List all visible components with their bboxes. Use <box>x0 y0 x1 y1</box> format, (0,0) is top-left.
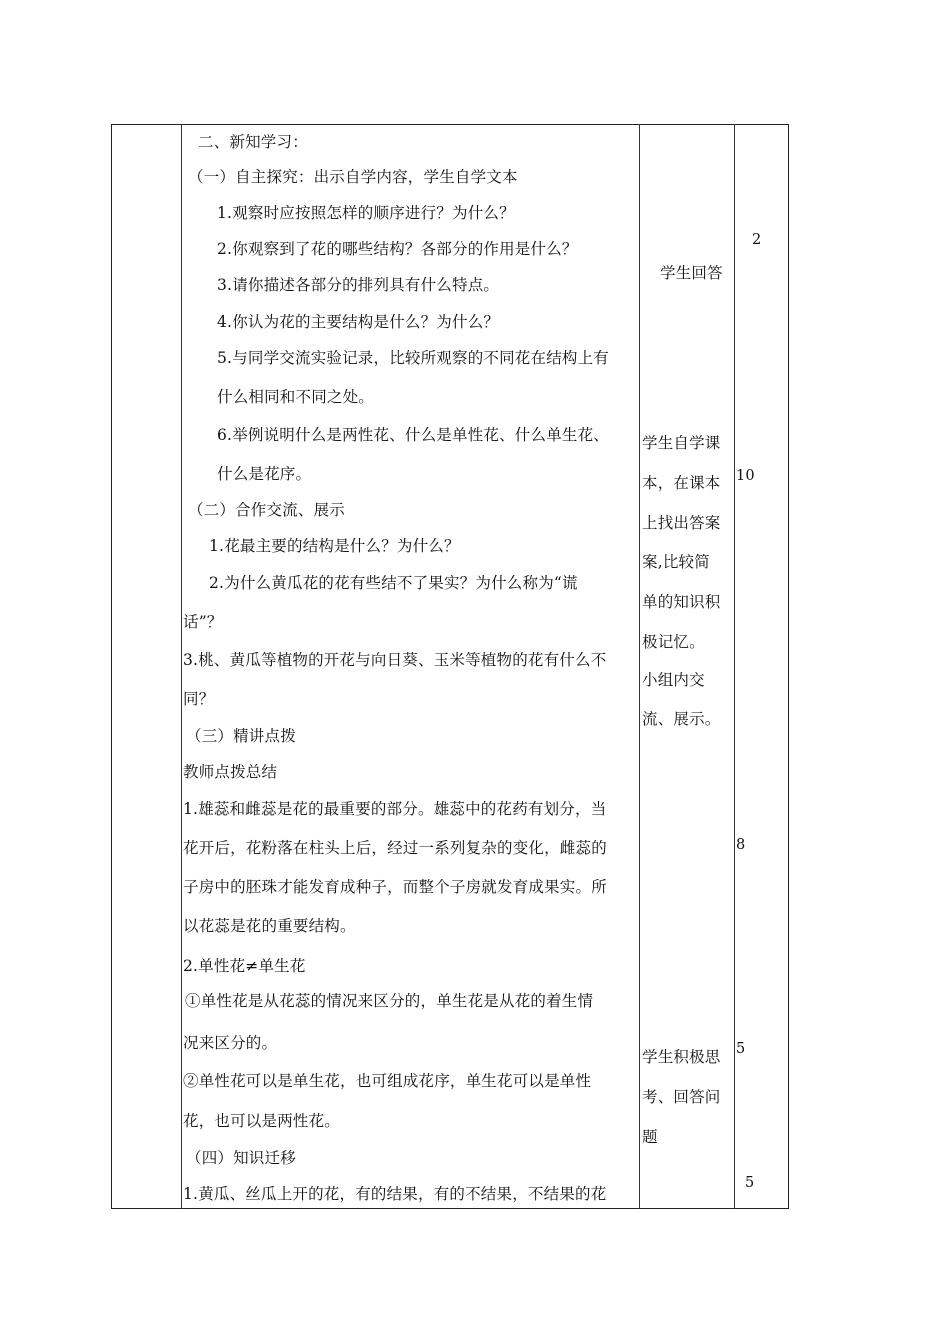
column-divider-2 <box>639 124 640 1209</box>
section2-question-1: 1.花最主要的结构是什么？为什么？ <box>209 537 460 555</box>
column-divider-1 <box>181 124 182 1209</box>
section2-question-3-line1: 3.桃、黄瓜等植物的开花与向日葵、玉米等植物的花有什么不 <box>183 651 607 669</box>
section2-question-2-line1: 2.为什么黄瓜花的花有些结不了果实？为什么称为“谎 <box>209 574 578 592</box>
section4-title: （四）知识迁移 <box>186 1149 296 1167</box>
section3-point-2a-line2: 况来区分的。 <box>183 1034 278 1052</box>
section4-point-1-line1: 1.黄瓜、丝瓜上开的花，有的结果，有的不结果，不结果的花 <box>183 1185 607 1203</box>
student-activity-2-line6: 极记忆。 <box>642 633 705 651</box>
student-activity-2-line4: 案,比较简 <box>642 553 710 571</box>
section1-question-1: 1.观察时应按照怎样的顺序进行？为什么？ <box>217 204 515 222</box>
student-activity-3-line2: 考、回答问 <box>642 1088 721 1106</box>
section1-question-5-line2: 什么相同和不同之处。 <box>217 388 375 406</box>
section3-point-2b-line2: 花，也可以是两性花。 <box>183 1112 341 1130</box>
section3-subtitle: 教师点拨总结 <box>183 763 278 781</box>
section3-point-2: 2.单性花≠单生花 <box>183 957 306 975</box>
section2-title: （二）合作交流、展示 <box>188 501 346 519</box>
section2-question-3-line2: 同？ <box>183 690 215 708</box>
section-heading: 二、新知学习： <box>198 133 308 151</box>
student-activity-2-line5: 单的知识积 <box>642 593 721 611</box>
section3-point-1-line1: 1.雄蕊和雌蕊是花的最重要的部分。雄蕊中的花药有划分，当 <box>183 800 607 818</box>
section1-question-3: 3.请你描述各部分的排列具有什么特点。 <box>217 276 500 294</box>
section3-point-2a-line1: ①单性花是从花蕊的情况来区分的，单生花是从花的着生情 <box>185 992 594 1010</box>
student-activity-2-line8: 流、展示。 <box>642 710 721 728</box>
section1-question-2: 2.你观察到了花的哪些结构？各部分的作用是什么？ <box>217 240 578 258</box>
time-3: 8 <box>736 837 746 853</box>
section1-question-4: 4.你认为花的主要结构是什么？为什么？ <box>217 313 500 331</box>
section1-question-6-line1: 6.举例说明什么是两性花、什么是单性花、什么单生花、 <box>217 426 609 444</box>
section3-point-1-line4: 以花蕊是花的重要结构。 <box>183 917 356 935</box>
student-activity-3-line1: 学生积极思 <box>642 1048 721 1066</box>
time-5: 5 <box>745 1175 755 1191</box>
time-1: 2 <box>752 232 762 248</box>
section1-title: （一）自主探究：出示自学内容，学生自学文本 <box>188 168 518 186</box>
section3-point-1-line2: 花开后，花粉落在柱头上后，经过一系列复杂的变化，雌蕊的 <box>183 839 607 857</box>
student-activity-2-line2: 本，在课本 <box>642 474 721 492</box>
section3-point-1-line3: 子房中的胚珠才能发育成种子，而整个子房就发育成果实。所 <box>183 878 607 896</box>
time-4: 5 <box>736 1041 746 1057</box>
section1-question-5-line1: 5.与同学交流实验记录，比较所观察的不同花在结构上有 <box>217 349 609 367</box>
student-activity-2-line3: 上找出答案 <box>642 514 721 532</box>
section2-question-2-line2: 话”？ <box>183 613 223 631</box>
student-activity-2-line7: 小组内交 <box>642 671 705 689</box>
section3-title: （三）精讲点拨 <box>186 727 296 745</box>
column-divider-3 <box>734 124 735 1209</box>
student-activity-3-line3: 题 <box>642 1128 658 1146</box>
section1-question-6-line2: 什么是花序。 <box>217 465 312 483</box>
time-2: 10 <box>736 468 755 484</box>
student-activity-2-line1: 学生自学课 <box>642 434 721 452</box>
section3-point-2b-line1: ②单性花可以是单生花，也可组成花序，单生花可以是单性 <box>183 1072 592 1090</box>
student-activity-1: 学生回答 <box>660 264 723 282</box>
